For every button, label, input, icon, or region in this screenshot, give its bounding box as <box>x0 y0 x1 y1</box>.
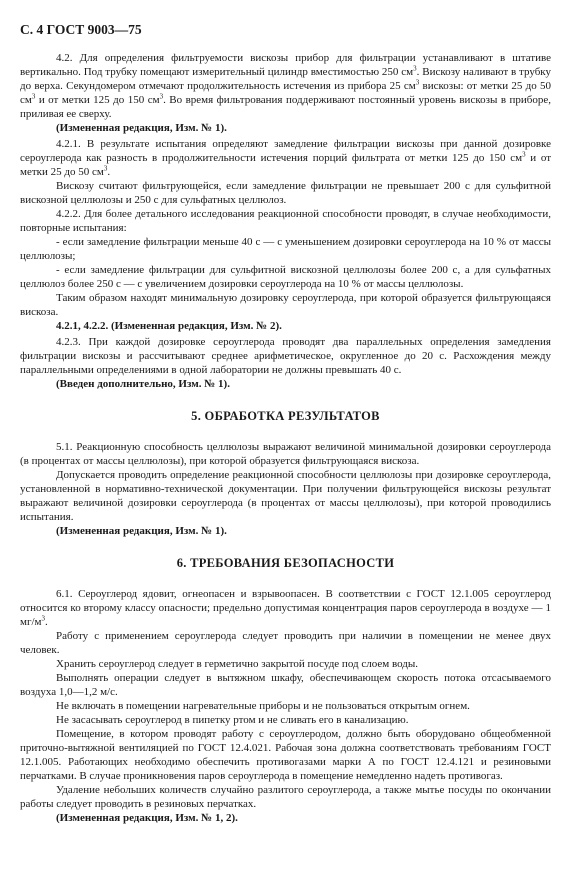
section-heading: 6. ТРЕБОВАНИЯ БЕЗОПАСНОСТИ <box>176 556 395 570</box>
paragraph: 6.1. Сероуглерод ядовит, огнеопасен и взрывоопасен. В соответствии с ГОСТ 12.1.005 сероуглерод относится ко второму классу опасности; предельно допустимая концентрация паров сероуглерода в воздухе — 1 $мг/м^3$. <box>20 588 551 628</box>
paragraph: 5.1. Реакционную способность целлюлозы выражают величиной минимальной дозировки сероуглерода (в процентах от массы целлюлозы), при которой образуется фильтрующаяся вискоза. <box>20 441 551 467</box>
paragraph: Допускается проводить определение реакционной способности целлюлозы при дозировке сероуглерода, установленной в нормативно-технической документации. При получении фильтрующейся вискозы результат выражают величиной дозировки сероуглерода (в процентах от массы целлюлозы), при которой проводились испытания. <box>20 469 551 523</box>
paragraph: Таким образом находят минимальную дозировку сероуглерода, при которой образуется фильтрующаяся вискоза. <box>20 292 551 318</box>
paragraph: Выполнять операции следует в вытяжном шкафу, обеспечивающем скорость потока отсасываемого воздуха 1,0—1,2 м/с. <box>20 672 551 698</box>
page-header: С. 4 ГОСТ 9003—75 <box>20 22 142 37</box>
amendment-note: (Измененная редакция, Изм. № 1). <box>56 525 227 537</box>
paragraph: Работу с применением сероуглерода следует проводить при наличии в помещении не менее двух человек. <box>20 630 551 656</box>
paragraph: Не включать в помещении нагревательные приборы и не пользоваться открытым огнем. <box>56 700 470 712</box>
section-heading: 5. ОБРАБОТКА РЕЗУЛЬТАТОВ <box>191 409 380 423</box>
paragraph: Не засасывать сероуглерод в пипетку ртом и не сливать его в канализацию. <box>56 714 409 726</box>
paragraph: 4.2.2. Для более детального исследования реакционной способности проводят, в случае необходимости, повторные испытания: <box>20 208 551 234</box>
paragraph: 4.2.3. При каждой дозировке сероуглерода проводят два параллельных определения замедления фильтрации вискозы и рассчитывают среднее арифметическое, округленное до 20 с. Расхождения между параллельными определениями в одной лаборатории не должны превышать 40 с. <box>20 336 551 376</box>
paragraph: Вискозу считают фильтрующейся, если замедление фильтрации не превышает 200 с для сульфитной вискозной целлюлозы и 250 с для сульфатных целлюлоз. <box>20 180 551 206</box>
paragraph: Помещение, в котором проводят работу с сероуглеродом, должно быть оборудовано общеобменной приточно-вытяжной вентиляцией по ГОСТ 12.4.021. Рабочая зона должна соответствовать требованиям ГОСТ 12.1.005. Работающих необходимо обеспечить противогазами марки А по ГОСТ 12.4.121 и резиновыми перчатками. В случае проникновения паров сероуглерода в помещение немедленно надеть противогаз. <box>20 728 551 782</box>
paragraph: Удаление небольших количеств случайно разлитого сероуглерода, а также мытье посуды по окончании работы следует проводить в резиновых перчатках. <box>20 784 551 810</box>
amendment-note: (Введен дополнительно, Изм. № 1). <box>56 378 230 390</box>
paragraph: 4.2. Для определения фильтруемости вискозы прибор для фильтрации устанавливают в штативе вертикально. Под трубку помещают измерительный цилиндр вместимостью 250 $см^3$. Вискозу наливают в трубку до верха. Секундомером отмечают продолжительность истечения из прибора 25 $см^3$ вискозы: от метки 25 до 50 $см^3$ и от метки 125 до 150 $см^3$. Во время фильтрования поддерживают постоянный уровень вискозы в приборе, приливая ее сверху. <box>20 52 551 120</box>
paragraph: - если замедление фильтрации меньше 40 с — с уменьшением дозировки сероуглерода на 10 % от массы целлюлозы; <box>20 236 551 262</box>
amendment-note: (Измененная редакция, Изм. № 1). <box>56 122 227 134</box>
amendment-note: (Измененная редакция, Изм. № 1, 2). <box>56 812 238 824</box>
document-body <box>20 51 551 825</box>
paragraph: - если замедление фильтрации для сульфитной вискозной целлюлозы более 200 с, а для сульфатных целлюлоз более 250 с — с увеличением дозировки сероуглерода на 10 % от массы целлюлозы. <box>20 264 551 290</box>
amendment-note: 4.2.1, 4.2.2. (Измененная редакция, Изм. № 2). <box>56 320 282 332</box>
paragraph: Хранить сероуглерод следует в герметично закрытой посуде под слоем воды. <box>56 658 418 670</box>
paragraph: 4.2.1. В результате испытания определяют замедление фильтрации вискозы при данной дозировке сероуглерода как разность в продолжительности истечения порций фильтрата от метки 125 до 150 $см^3$ и от метки 25 до 50 $см^3$. <box>20 138 552 178</box>
